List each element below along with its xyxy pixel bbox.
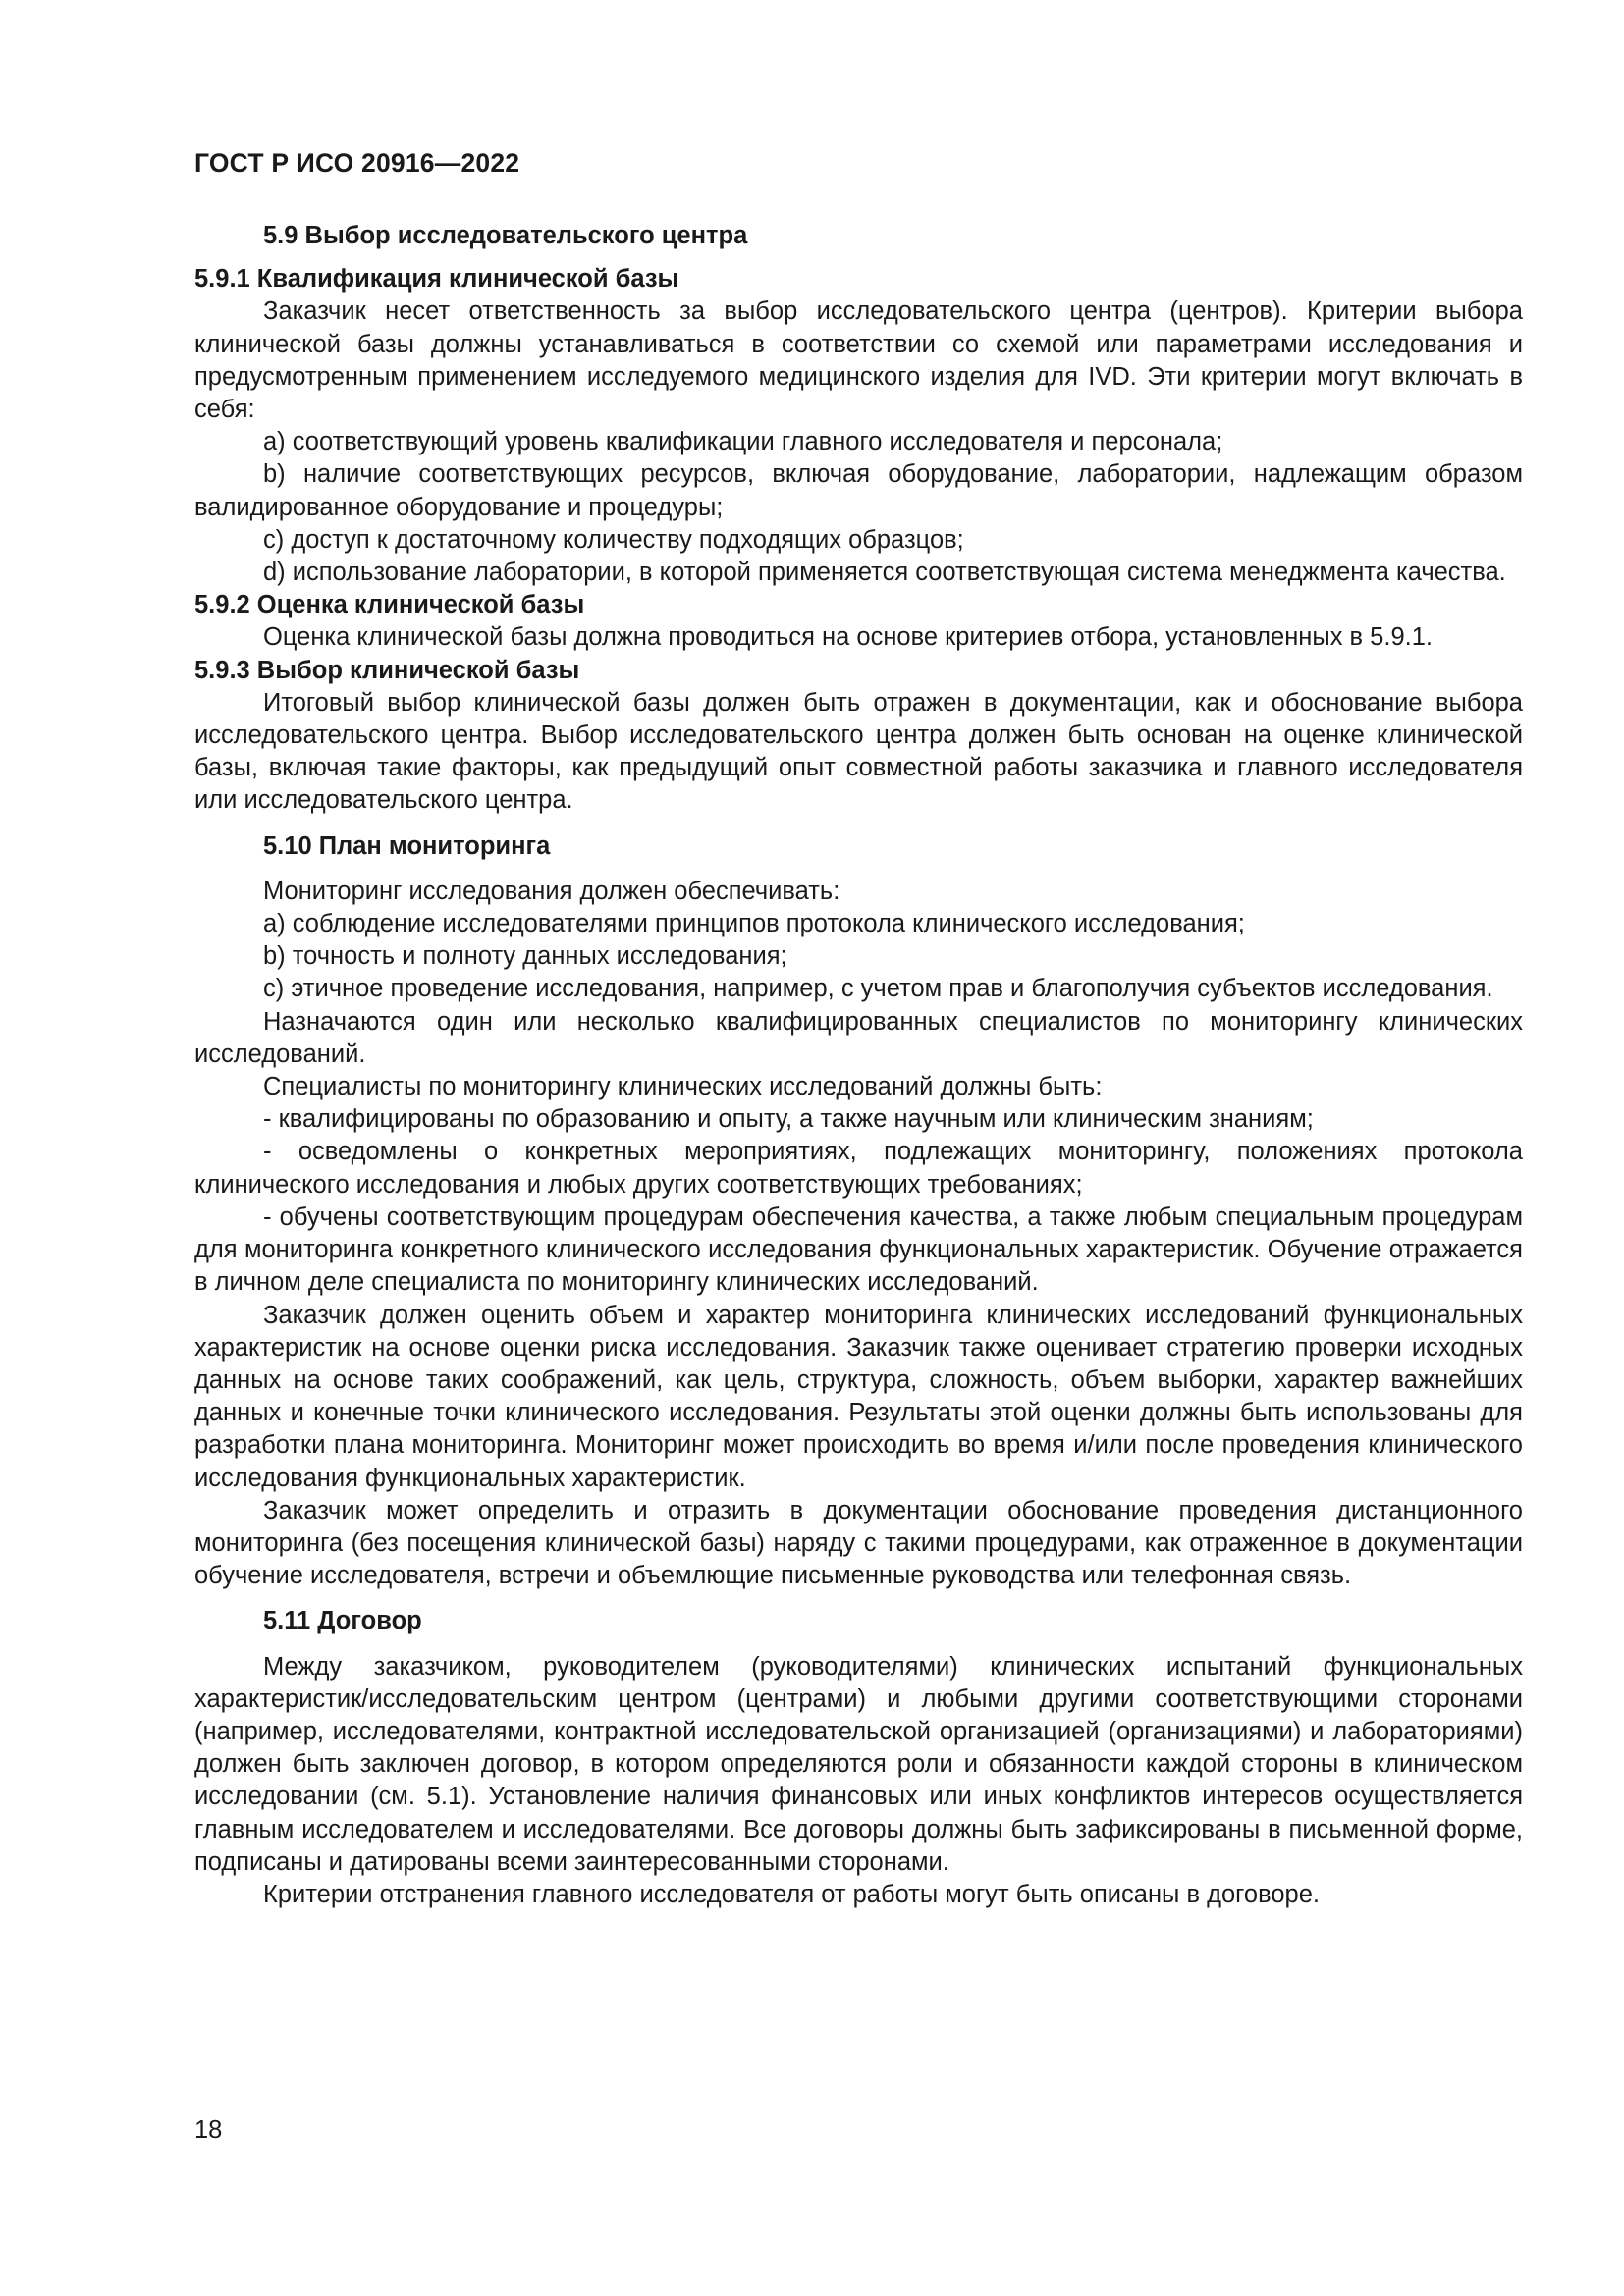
list-item-5-9-1-d: d) использование лаборатории, в которой применяется соответствующая система менеджмента качества. xyxy=(263,559,1506,587)
section-5-9-3-text: Итоговый выбор клинической базы должен быть отражен в документации, как и обоснование выбора исследовательского центра. Выбор исследовательского центра должен быть основан на оценке клинической базы, включая такие факторы, как предыдущий опыт совместной работы заказчика и главного исследователя или исследовательского центра. xyxy=(194,688,1523,815)
list-item-5-10-a: a) соблюдение исследователями принципов протокола клинического исследования; xyxy=(263,910,1245,938)
section-5-9-2-heading: 5.9.2 Оценка клинической базы xyxy=(194,591,585,619)
dash-item-informed: - осведомлены о конкретных мероприятиях, подлежащих мониторингу, положениях протокола клинического исследования и любых других соответствующих требованиях; xyxy=(194,1138,1523,1199)
section-5-11-removal-paragraph: Критерии отстранения главного исследователя от работы могут быть описаны в договоре. xyxy=(263,1880,1320,1908)
section-5-11-contract-paragraph: Между заказчиком, руководителем (руководителями) клинических испытаний функциональных характеристик/исследовательским центром (центрами) и любыми другими соответствующими сторонами (например, исследователями, контрактной исследовательской организацией (организациями) и лабораториями) должен быть заключен договор, в котором определяются роли и обязанности каждой стороны в клиническом исследовании (см. 5.1). Установление наличия финансовых или иных конфликтов интересов осуществляется главным исследователем и исследователями. Все договоры должны быть зафиксированы в письменной форме, подписаны и датированы всеми заинтересованными сторонами. xyxy=(194,1652,1523,1876)
section-5-10-intro: Мониторинг исследования должен обеспечивать: xyxy=(263,877,840,905)
section-5-11-heading: 5.11 Договор xyxy=(263,1607,422,1635)
list-item-5-9-1-b: b) наличие соответствующих ресурсов, включая оборудование, лаборатории, надлежащим образом валидированное оборудование и процедуры; xyxy=(194,460,1523,521)
standard-header: ГОСТ Р ИСО 20916—2022 xyxy=(194,148,520,178)
dash-item-trained: - обучены соответствующим процедурам обеспечения качества, а также любым специальным процедурам для мониторинга конкретного клинического исследования функциональных характеристик. Обучение отражается в личном деле специалиста по мониторингу клинических исследований. xyxy=(194,1202,1523,1297)
dash-item-qualified: - квалифицированы по образованию и опыту, а также научным или клиническим знаниям; xyxy=(263,1105,1314,1134)
section-5-9-1-heading: 5.9.1 Квалификация клинической базы xyxy=(194,265,679,294)
section-5-9-3-heading: 5.9.3 Выбор клинической базы xyxy=(194,656,580,684)
section-5-10-remote-paragraph: Заказчик может определить и отразить в документации обоснование проведения дистанционного мониторинга (без посещения клинической базы) наряду с такими процедурами, как отраженное в документации обучение исследователя, встречи и объемлющие письменные руководства или телефонная связь. xyxy=(194,1496,1523,1590)
section-5-10-must-paragraph: Специалисты по мониторингу клинических исследований должны быть: xyxy=(263,1073,1103,1101)
list-item-5-10-c: c) этичное проведение исследования, например, с учетом прав и благополучия субъектов исследования. xyxy=(263,975,1493,1003)
list-item-5-9-1-c: c) доступ к достаточному количеству подходящих образцов; xyxy=(263,525,964,554)
section-5-9-1-intro: Заказчик несет ответственность за выбор исследовательского центра (центров). Критерии выбора клинической базы должны устанавливаться в соответствии со схемой или параметрами исследования и предусмотренным применением исследуемого медицинского изделия для IVD. Эти критерии могут включать в себя: xyxy=(194,297,1523,424)
section-5-10-assess-paragraph: Заказчик должен оценить объем и характер мониторинга клинических исследований функциональных характеристик на основе оценки риска исследования. Заказчик также оценивает стратегию проверки исходных данных на основе таких соображений, как цель, структура, сложность, объем выборки, характер важнейших данных и конечные точки клинического исследования. Результаты этой оценки должны быть использованы для разработки плана мониторинга. Мониторинг может происходить во время и/или после проведения клинического исследования функциональных характеристик. xyxy=(194,1301,1523,1492)
list-item-5-10-b: b) точность и полноту данных исследования; xyxy=(263,942,787,971)
list-item-5-9-1-a: a) соответствующий уровень квалификации главного исследователя и персонала; xyxy=(263,428,1223,456)
page-number: 18 xyxy=(194,2116,223,2144)
section-5-9-2-text: Оценка клинической базы должна проводиться на основе критериев отбора, установленных в 5.9.1. xyxy=(263,623,1433,652)
section-5-10-heading: 5.10 План мониторинга xyxy=(263,831,551,860)
section-5-9-heading: 5.9 Выбор исследовательского центра xyxy=(263,222,748,249)
section-5-10-assign-paragraph: Назначаются один или несколько квалифицированных специалистов по мониторингу клинических исследований. xyxy=(194,1007,1523,1068)
page-content xyxy=(194,220,1523,1911)
